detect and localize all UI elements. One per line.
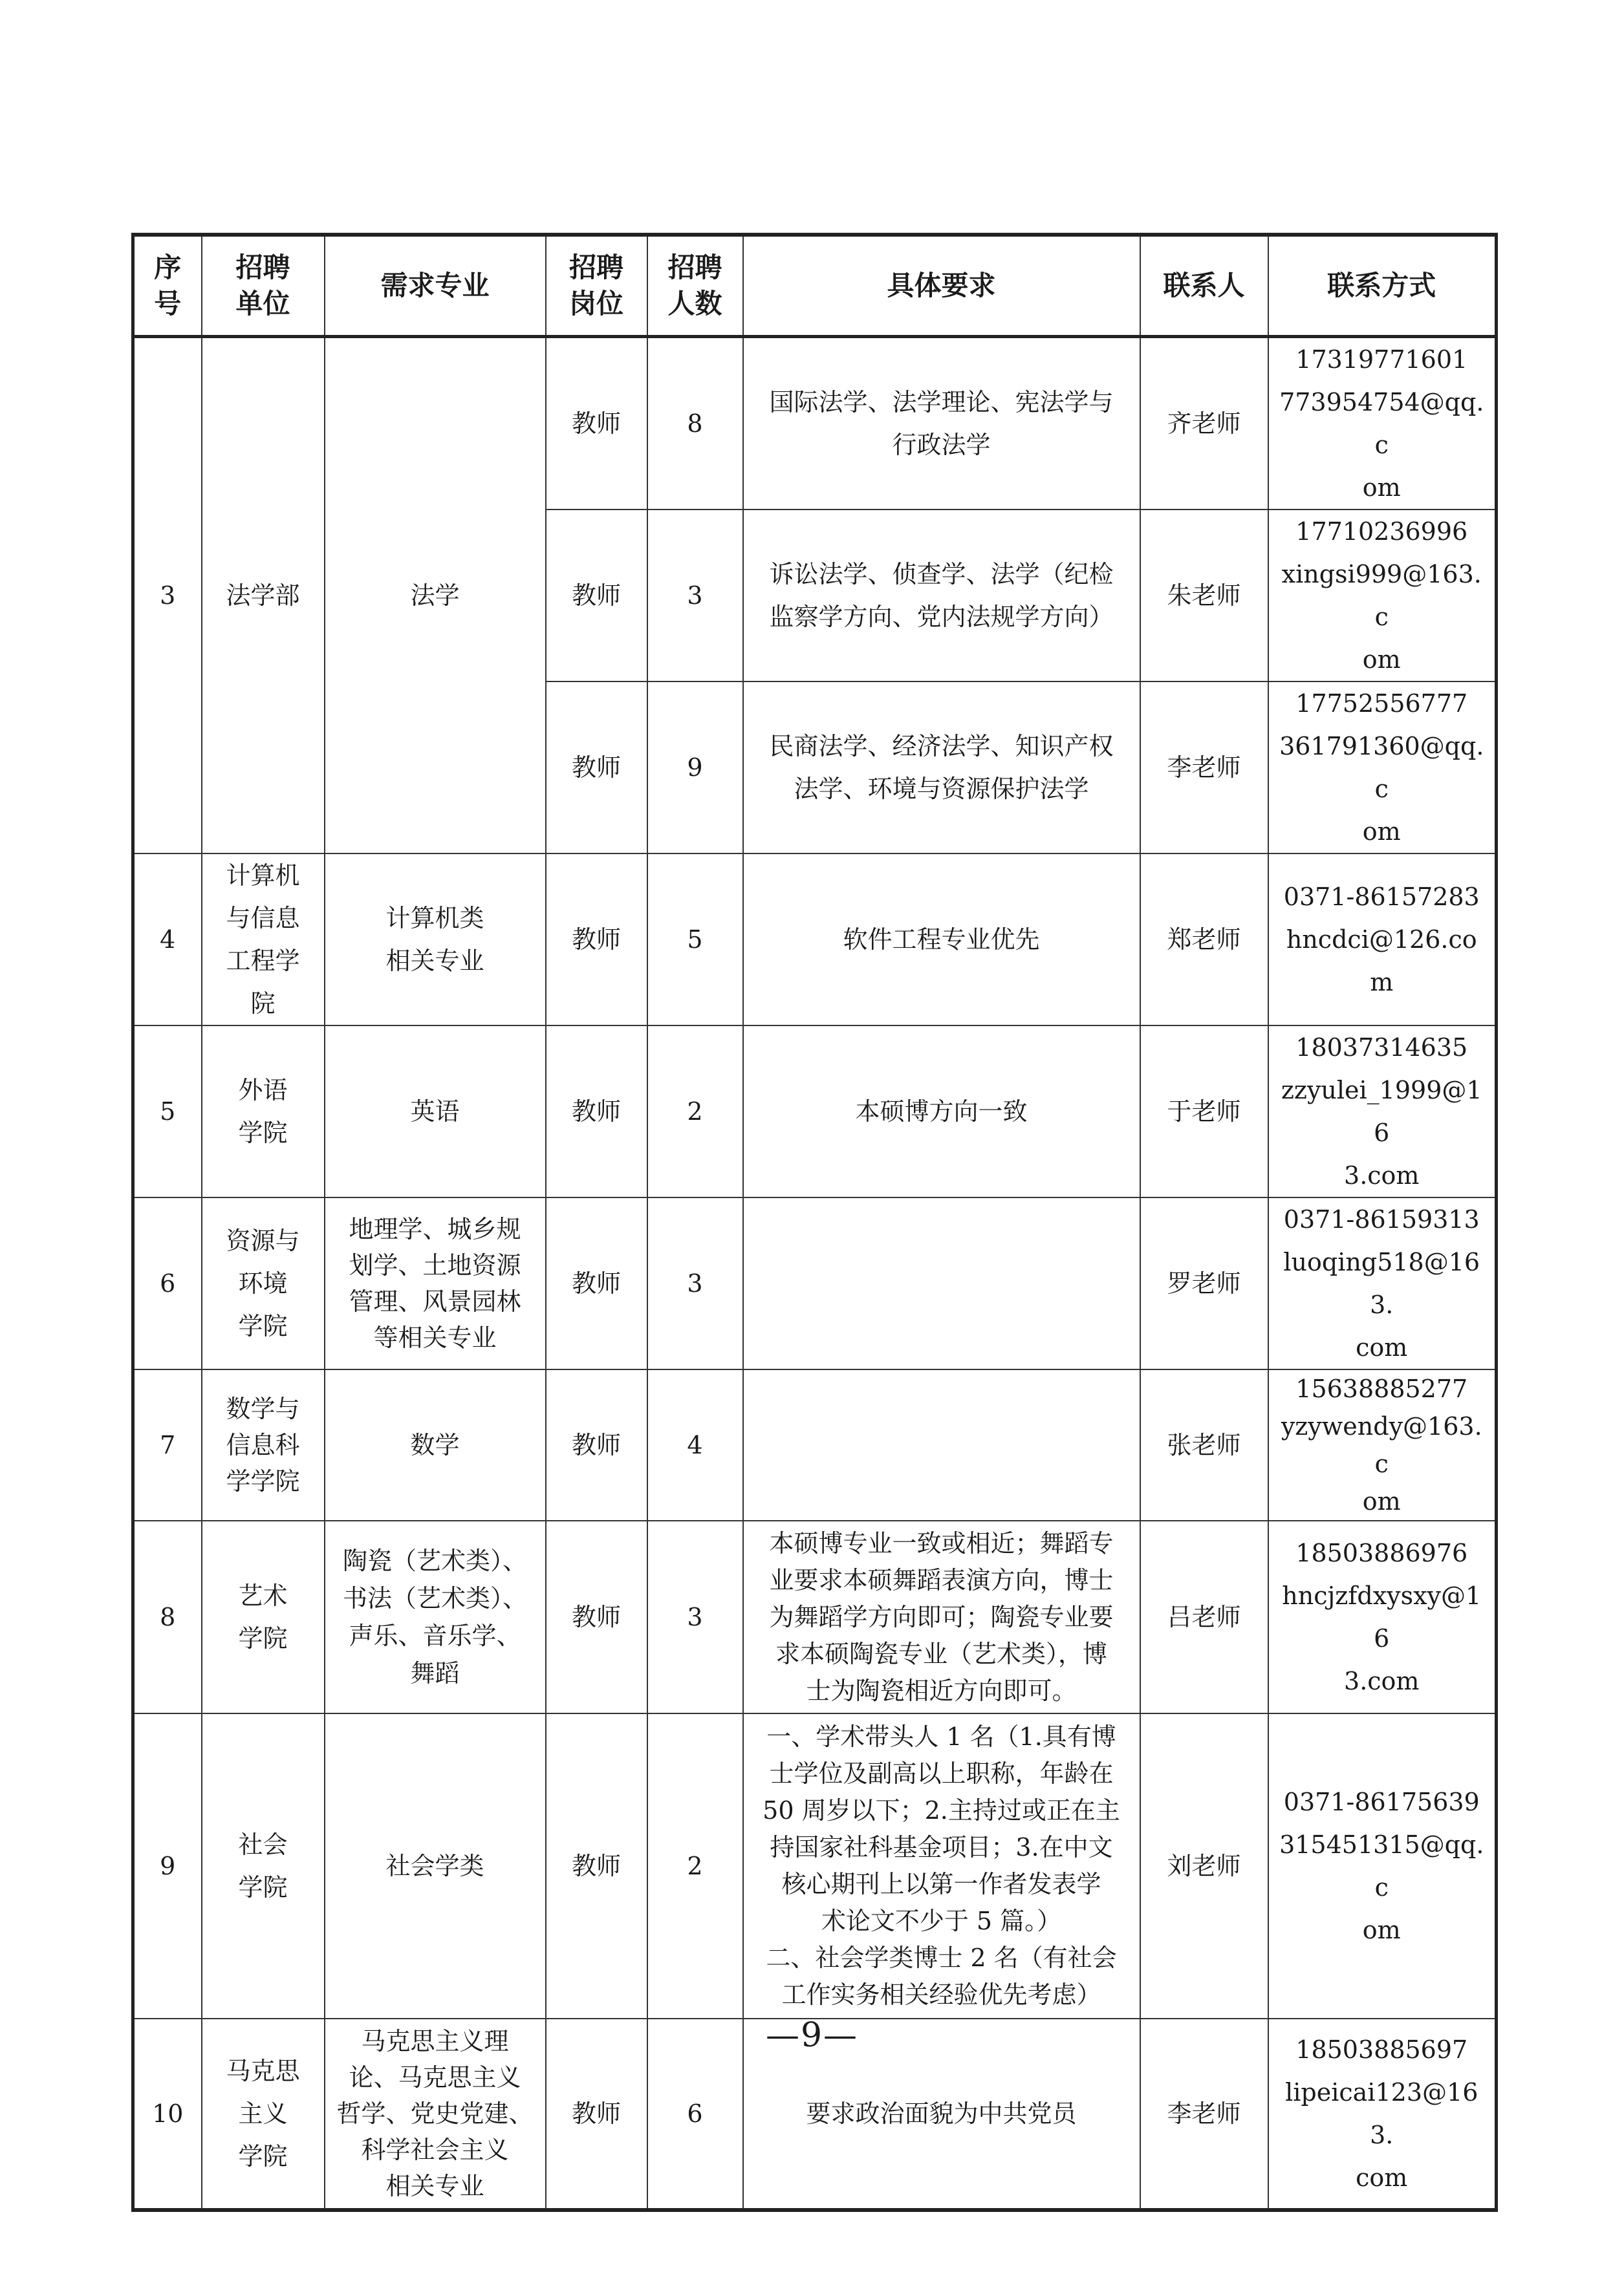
cell-contact-person: 郑老师 bbox=[1140, 853, 1268, 1025]
cell-requirements: 国际法学、法学理论、宪法学与 行政法学 bbox=[743, 337, 1140, 510]
cell-contact-info: 0371-86157283 hncdci@126.com bbox=[1268, 853, 1497, 1025]
header-major: 需求专业 bbox=[325, 235, 546, 337]
cell-unit: 外语 学院 bbox=[202, 1025, 325, 1197]
cell-contact-info: 17752556777 361791360@qq.c om bbox=[1268, 681, 1497, 853]
cell-contact-info: 15638885277 yzywendy@163.c om bbox=[1268, 1369, 1497, 1521]
cell-position: 教师 bbox=[546, 337, 647, 510]
cell-contact-person: 刘老师 bbox=[1140, 1713, 1268, 2019]
header-contact-info: 联系方式 bbox=[1268, 235, 1497, 337]
table-row bbox=[133, 1025, 1497, 1197]
cell-position: 教师 bbox=[546, 1369, 647, 1521]
header-unit: 招聘 单位 bbox=[202, 235, 325, 337]
cell-unit: 数学与 信息科 学学院 bbox=[202, 1369, 325, 1521]
cell-seq: 10 bbox=[133, 2019, 202, 2210]
cell-contact-info: 17319771601 773954754@qq.c om bbox=[1268, 337, 1497, 510]
cell-major: 法学 bbox=[325, 337, 546, 854]
table-row bbox=[133, 853, 1497, 1025]
cell-requirements bbox=[743, 1197, 1140, 1369]
cell-position: 教师 bbox=[546, 1521, 647, 1713]
cell-major: 计算机类 相关专业 bbox=[325, 853, 546, 1025]
cell-requirements: 本硕博方向一致 bbox=[743, 1025, 1140, 1197]
cell-unit: 艺术 学院 bbox=[202, 1521, 325, 1713]
cell-contact-info: 18503886976 hncjzfdxysxy@16 3.com bbox=[1268, 1521, 1497, 1713]
table-row bbox=[133, 337, 1497, 510]
cell-contact-person: 朱老师 bbox=[1140, 510, 1268, 681]
cell-requirements: 一、学术带头人 1 名（1.具有博 士学位及副高以上职称，年龄在 50 周岁以下；2.主持过或正在主 持国家社科基金项目；3.在中文 核心期刊上以第一作者发表学 术论文不少于 5 篇。） 二、社会学类博士 2 名（有社会 工作实务相关经验优先考虑） bbox=[743, 1713, 1140, 2019]
cell-contact-person: 于老师 bbox=[1140, 1025, 1268, 1197]
cell-requirements: 本硕博专业一致或相近；舞蹈专 业要求本硕舞蹈表演方向，博士 为舞蹈学方向即可；陶瓷专业要 求本硕陶瓷专业（艺术类），博 士为陶瓷相近方向即可。 bbox=[743, 1521, 1140, 1713]
cell-count: 8 bbox=[647, 337, 743, 510]
cell-unit: 计算机 与信息 工程学 院 bbox=[202, 853, 325, 1025]
cell-contact-info: 17710236996 xingsi999@163.c om bbox=[1268, 510, 1497, 681]
cell-position: 教师 bbox=[546, 1197, 647, 1369]
cell-count: 2 bbox=[647, 1025, 743, 1197]
cell-count: 6 bbox=[647, 2019, 743, 2210]
cell-count: 4 bbox=[647, 1369, 743, 1521]
cell-contact-info: 0371-86175639 315451315@qq.c om bbox=[1268, 1713, 1497, 2019]
cell-position: 教师 bbox=[546, 510, 647, 681]
cell-unit: 社会 学院 bbox=[202, 1713, 325, 2019]
cell-contact-person: 李老师 bbox=[1140, 2019, 1268, 2210]
cell-unit: 马克思 主义 学院 bbox=[202, 2019, 325, 2210]
cell-contact-person: 罗老师 bbox=[1140, 1197, 1268, 1369]
cell-unit: 资源与 环境 学院 bbox=[202, 1197, 325, 1369]
table-row bbox=[133, 1713, 1497, 2019]
cell-seq: 9 bbox=[133, 1713, 202, 2019]
header-seq: 序 号 bbox=[133, 235, 202, 337]
cell-seq: 5 bbox=[133, 1025, 202, 1197]
cell-contact-person: 李老师 bbox=[1140, 681, 1268, 853]
cell-unit: 法学部 bbox=[202, 337, 325, 854]
header-requirements: 具体要求 bbox=[743, 235, 1140, 337]
cell-contact-person: 吕老师 bbox=[1140, 1521, 1268, 1713]
cell-major: 数学 bbox=[325, 1369, 546, 1521]
cell-seq: 3 bbox=[133, 337, 202, 854]
table-row bbox=[133, 1521, 1497, 1713]
cell-contact-info: 18503885697 lipeicai123@163. com bbox=[1268, 2019, 1497, 2210]
cell-seq: 7 bbox=[133, 1369, 202, 1521]
cell-position: 教师 bbox=[546, 1713, 647, 2019]
table-row bbox=[133, 1197, 1497, 1369]
cell-requirements: 诉讼法学、侦查学、法学（纪检 监察学方向、党内法规学方向） bbox=[743, 510, 1140, 681]
cell-seq: 8 bbox=[133, 1521, 202, 1713]
cell-major: 英语 bbox=[325, 1025, 546, 1197]
recruitment-table bbox=[131, 233, 1498, 2212]
table-row bbox=[133, 1369, 1497, 1521]
cell-position: 教师 bbox=[546, 853, 647, 1025]
cell-position: 教师 bbox=[546, 2019, 647, 2210]
cell-seq: 4 bbox=[133, 853, 202, 1025]
cell-requirements: 民商法学、经济法学、知识产权 法学、环境与资源保护法学 bbox=[743, 681, 1140, 853]
cell-count: 3 bbox=[647, 510, 743, 681]
cell-major: 陶瓷（艺术类）、 书法（艺术类）、 声乐、音乐学、 舞蹈 bbox=[325, 1521, 546, 1713]
cell-seq: 6 bbox=[133, 1197, 202, 1369]
cell-requirements: 软件工程专业优先 bbox=[743, 853, 1140, 1025]
cell-contact-info: 18037314635 zzyulei_1999@16 3.com bbox=[1268, 1025, 1497, 1197]
cell-contact-person: 齐老师 bbox=[1140, 337, 1268, 510]
cell-count: 3 bbox=[647, 1197, 743, 1369]
cell-contact-info: 0371-86159313 luoqing518@163. com bbox=[1268, 1197, 1497, 1369]
cell-count: 2 bbox=[647, 1713, 743, 2019]
cell-count: 3 bbox=[647, 1521, 743, 1713]
cell-major: 马克思主义理 论、马克思主义 哲学、党史党建、 科学社会主义 相关专业 bbox=[325, 2019, 546, 2210]
cell-position: 教师 bbox=[546, 1025, 647, 1197]
page-number: —9— bbox=[765, 2016, 859, 2055]
header-contact-person: 联系人 bbox=[1140, 235, 1268, 337]
cell-count: 5 bbox=[647, 853, 743, 1025]
header-position: 招聘 岗位 bbox=[546, 235, 647, 337]
cell-requirements bbox=[743, 1369, 1140, 1521]
cell-position: 教师 bbox=[546, 681, 647, 853]
header-row bbox=[133, 235, 1497, 337]
cell-contact-person: 张老师 bbox=[1140, 1369, 1268, 1521]
cell-requirements: 要求政治面貌为中共党员 bbox=[743, 2019, 1140, 2210]
header-count: 招聘 人数 bbox=[647, 235, 743, 337]
cell-major: 社会学类 bbox=[325, 1713, 546, 2019]
cell-major: 地理学、城乡规 划学、土地资源 管理、风景园林 等相关专业 bbox=[325, 1197, 546, 1369]
cell-count: 9 bbox=[647, 681, 743, 853]
